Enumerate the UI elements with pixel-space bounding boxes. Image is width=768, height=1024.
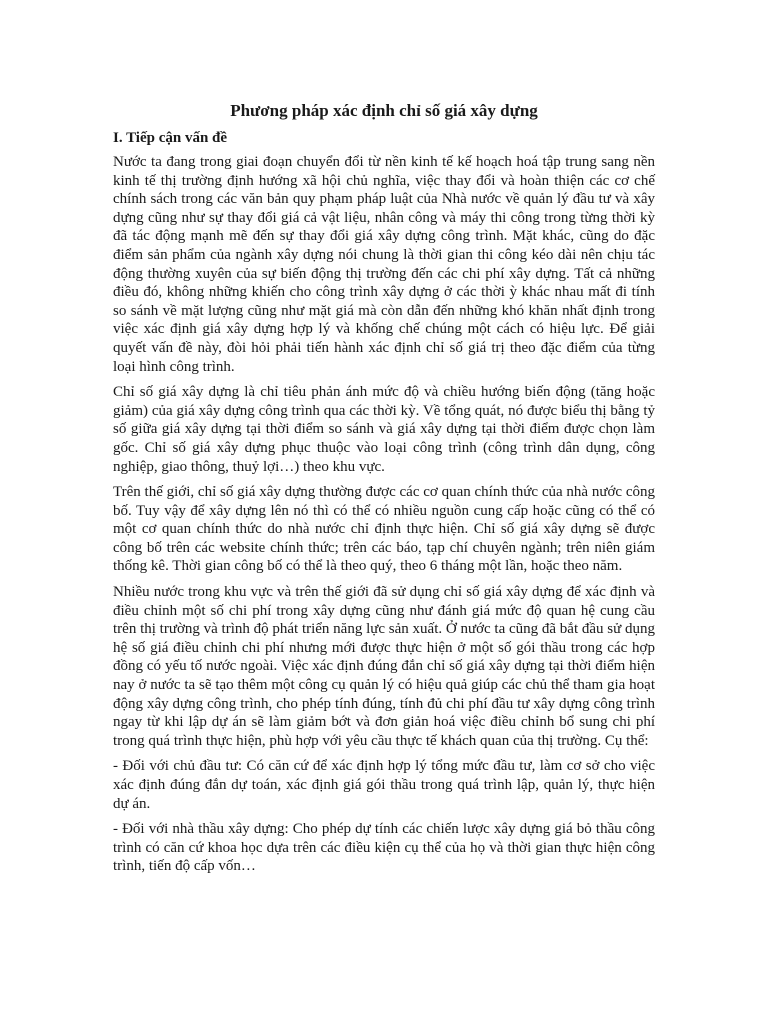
paragraph-intro: Nước ta đang trong giai đoạn chuyển đổi từ nền kinh tế kế hoạch hoá tập trung sang nền kinh tế thị trường định hướng xã hội chủ nghĩa, việc thay đổi và hoàn thiện các cơ chế chính sách trong các văn bản quy phạm pháp luật của Nhà nước về quản lý đầu tư và xây dựng cũng như sự thay đổi giá cả vật liệu, nhân công và máy thi công trong từng thời kỳ đã tác động mạnh mẽ đến sự thay đổi giá xây dựng công trình. Mặt khác, cũng do đặc điểm sản phẩm của ngành xây dựng nói chung là thời gian thi công kéo dài nên chịu tác động thường xuyên của sự biến động thị trường đến các chi phí xây dựng. Tất cả những điều đó, không những khiến cho công trình xây dựng ở các thời ỳ khác nhau mất đi tính so sánh về mặt lượng cũng như mặt giá mà còn dẫn đến những khó khăn nhất định trong việc xác định giá xây dựng hợp lý và khống chế chúng một cách có hiệu lực. Để giải quyết vấn đề này, đòi hỏi phải tiến hành xác định chỉ số giá trị theo đặc điểm của từng loại hình công trình. (113, 154, 655, 375)
document-page (113, 100, 655, 883)
paragraph-contractor: - Đối với nhà thầu xây dựng: Cho phép dự tính các chiến lược xây dựng giá bỏ thầu công trình có căn cứ khoa học dựa trên các điều kiện cụ thể của họ và thời gian thực hiện công trình, tiến độ cấp vốn… (113, 821, 655, 875)
section-heading: I. Tiếp cận vấn đề (113, 130, 228, 146)
paragraph-definition: Chỉ số giá xây dựng là chỉ tiêu phản ánh mức độ và chiều hướng biến động (tăng hoặc giảm) của giá xây dựng công trình qua các thời kỳ. Về tổng quát, nó được biểu thị bằng tỷ số giữa giá xây dựng tại thời điểm so sánh và giá xây dựng tại thời điểm được chọn làm gốc. Chỉ số giá xây dựng phục thuộc vào loại công trình (công trình dân dụng, công nghiệp, giao thông, thuỷ lợi…) theo khu vực. (113, 384, 655, 475)
paragraph-investor: - Đối với chủ đầu tư: Có căn cứ để xác định hợp lý tổng mức đầu tư, làm cơ sở cho việc xác định đúng đắn dự toán, xác định giá gói thầu trong quá trình lập, quản lý, thực hiện dự án. (113, 758, 655, 812)
document-title: Phương pháp xác định chỉ số giá xây dựng (230, 101, 538, 120)
paragraph-regional-usage: Nhiều nước trong khu vực và trên thế giới đã sử dụng chỉ số giá xây dựng để xác định và điều chỉnh một số chi phí trong xây dựng cũng như đánh giá mức độ quan hệ cung cầu trên thị trường và trình độ phát triển năng lực sản xuất. Ở nước ta cũng đã bắt đầu sử dụng hệ số giá điều chỉnh chi phí nhưng mới được thực hiện ở một số gói thầu trong các hợp đồng có yếu tố nước ngoài. Việc xác định đúng đắn chỉ số giá xây dựng tại thời điểm hiện nay ở nước ta sẽ tạo thêm một công cụ quản lý có hiệu quả giúp các chủ thể tham gia hoạt động xây dựng công trình, cho phép tính đúng, tính đủ chi phí đầu tư xây dựng công trình ngay từ khi lập dự án sẽ làm giảm bớt và đơn giản hoá việc điều chỉnh bổ sung chi phí trong quá trình thực hiện, phù hợp với yêu cầu thực tế khách quan của thị trường. Cụ thể: (113, 584, 656, 749)
paragraph-world-practice: Trên thế giới, chỉ số giá xây dựng thường được các cơ quan chính thức của nhà nước công bố. Tuy vậy để xây dựng lên nó thì có thể có nhiều nguồn cung cấp hoặc cũng có thể có một cơ quan chính thức do nhà nước chỉ định thực hiện. Chỉ số giá xây dựng sẽ được công bố trên các website chính thức; trên các báo, tạp chí chuyên ngành; trên niên giám thống kê. Thời gian công bố có thể là theo quý, theo 6 tháng một lần, hoặc theo năm. (113, 484, 655, 575)
